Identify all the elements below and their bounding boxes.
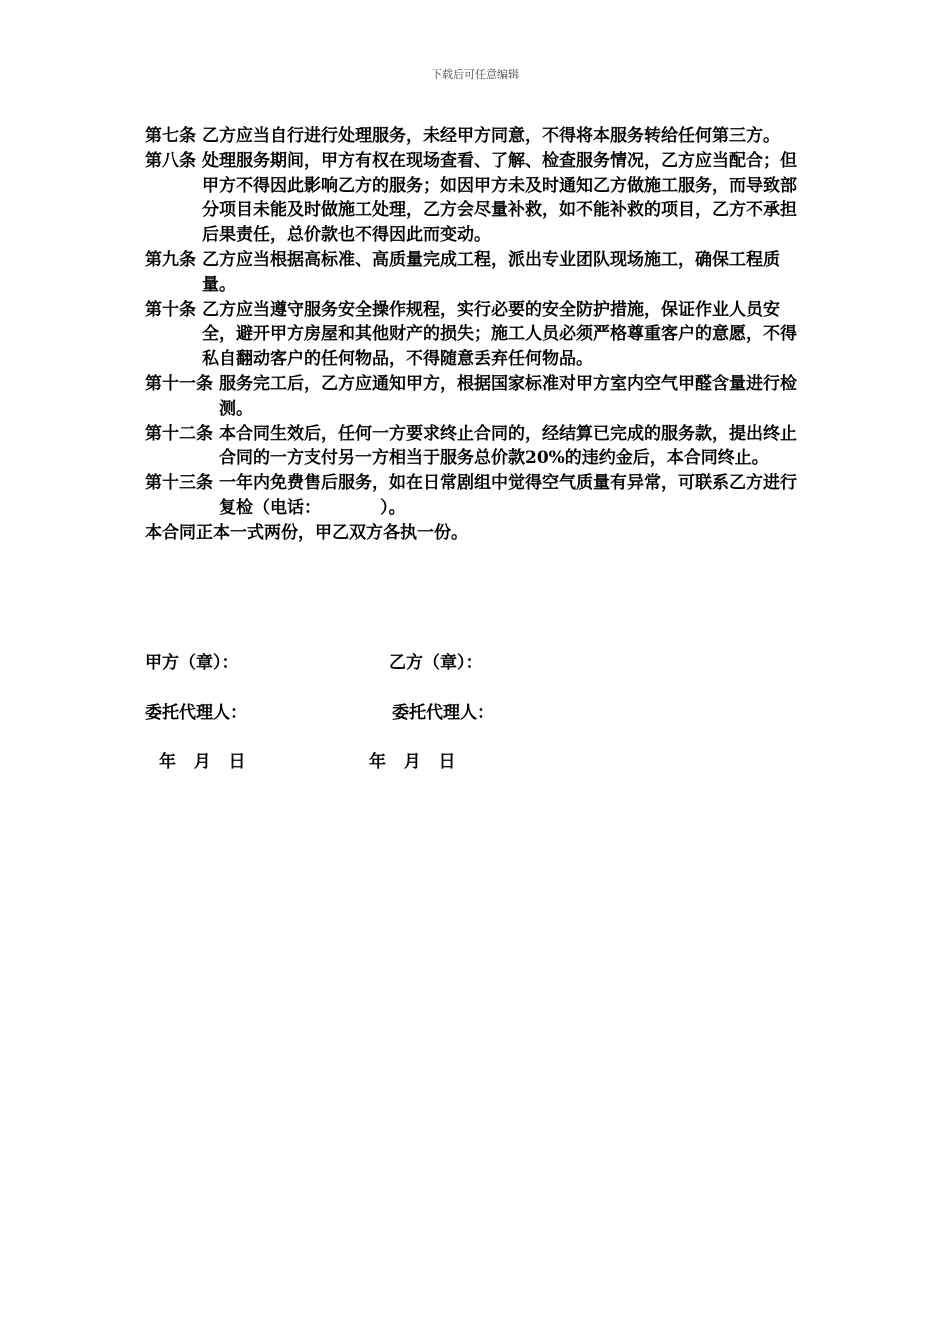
clause-number: 第十三条 bbox=[145, 473, 213, 494]
clause-text: 乙方应当自行进行处理服务，未经甲方同意，不得将本服务转给任何第三方。 bbox=[202, 126, 780, 146]
clause-text: 服务完工后，乙方应通知甲方，根据国家标准对甲方室内空气甲醛含量进行检测。 bbox=[219, 373, 797, 419]
clause-7 bbox=[145, 124, 825, 149]
party-a-seal-label: 甲方（章）： bbox=[145, 653, 239, 673]
clause-11 bbox=[145, 372, 825, 422]
clause-number: 第十二条 bbox=[145, 423, 213, 444]
contract-body bbox=[145, 124, 825, 546]
party-a-agent-label: 委托代理人： bbox=[145, 703, 247, 723]
clause-9 bbox=[145, 248, 825, 298]
closing-statement: 本合同正本一式两份，甲乙双方各执一份。 bbox=[145, 522, 468, 543]
page-header-note: 下载后可任意编辑 bbox=[431, 68, 519, 81]
clause-number: 第十条 bbox=[145, 299, 196, 320]
clause-12 bbox=[145, 422, 825, 472]
clause-number: 第七条 bbox=[145, 126, 196, 146]
clause-8 bbox=[145, 149, 825, 248]
clause-text: 乙方应当遵守服务安全操作规程，实行必要的安全防护措施，保证作业人员安全，避开甲方房屋和其他财产的损失；施工人员必须严格尊重客户的意愿，不得私自翻动客户的任何物品，不得随意丢弃任何物品。 bbox=[202, 299, 797, 370]
clause-text: 处理服务期间，甲方有权在现场查看、了解、检查服务情况，乙方应当配合；但甲方不得因此影响乙方的服务；如因甲方未及时通知乙方做施工服务，而导致部分项目未能及时做施工处理，乙方会尽量补救，如不能补救的项目，乙方不承担后果责任，总价款也不得因此而变动。 bbox=[202, 150, 797, 246]
party-b-agent-label: 委托代理人： bbox=[392, 703, 494, 723]
clause-number: 第九条 bbox=[145, 249, 196, 270]
clause-13 bbox=[145, 471, 825, 521]
clause-10 bbox=[145, 298, 825, 372]
clause-text: 一年内免费售后服务，如在日常剧组中觉得空气质量有异常，可联系乙方进行复检（电话： ）。 bbox=[219, 473, 797, 518]
party-b-date-label: 年 月 日 bbox=[369, 752, 456, 772]
clause-text: 本合同生效后，任何一方要求终止合同的，经结算已完成的服务款，提出终止合同的一方支付另一方相当于服务总价款20%的违约金后，本合同终止。 bbox=[219, 423, 797, 469]
clause-number: 第十一条 bbox=[145, 373, 213, 394]
party-a-date-label: 年 月 日 bbox=[159, 752, 246, 772]
clause-number: 第八条 bbox=[145, 150, 196, 171]
party-b-seal-label: 乙方（章）： bbox=[389, 653, 483, 673]
clause-text: 乙方应当根据高标准、高质量完成工程，派出专业团队现场施工，确保工程质量。 bbox=[202, 249, 780, 295]
